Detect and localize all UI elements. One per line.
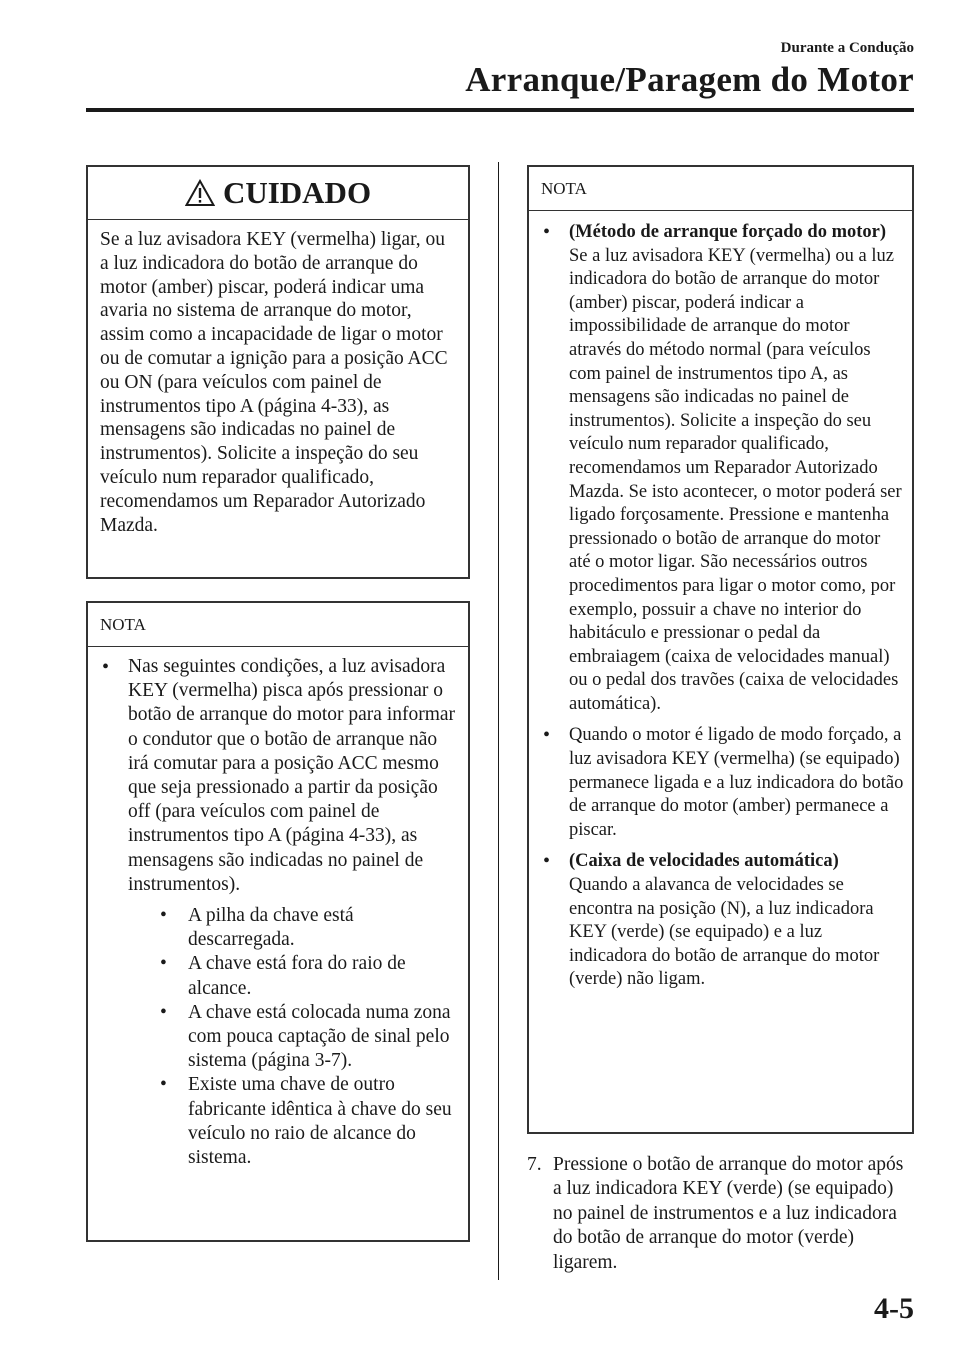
note-left-item-text: Nas seguintes condições, a luz avisadora KEY (vermelha) pisca após pressionar o botão de arranque do motor para informar o condutor que o botão de arranque não irá comutar para a posição ACC mesmo que seja pressionado a partir da posição off (para veículos com painel de instrumentos tipo A (página 4-33), as mensagens são indicadas no painel de instrumentos). [128, 656, 456, 895]
sub-item-text: Existe uma chave de outro fabricante idêntica à chave do seu veículo no raio de alcance do sistema. [188, 1074, 452, 1169]
sub-list-item [154, 1073, 460, 1170]
sub-bullet-mark: • [160, 905, 167, 927]
page-title: Arranque/Paragem do Motor [465, 60, 914, 99]
step-text: Pressione o botão de arranque do motor após a luz indicadora KEY (verde) (se equipado) no painel de instrumentos e a luz indicadora do botão de arranque do motor (verde) ligarem. [553, 1154, 904, 1273]
column-divider [498, 162, 499, 1280]
step-7 [527, 1153, 914, 1275]
header-rule [86, 108, 914, 112]
step-number: 7. [527, 1154, 542, 1175]
bullet-mark: • [543, 221, 551, 243]
note-right-item-forced-start [541, 221, 904, 716]
caution-box [86, 165, 470, 579]
note-right-item-automatic [541, 850, 904, 992]
sub-list [128, 904, 460, 1170]
sub-bullet-mark: • [160, 1074, 167, 1096]
bullet-mark: • [102, 656, 110, 678]
forced-start-text: Se a luz avisadora KEY (vermelha) ou a luz indicadora do botão de arranque do motor (amber) piscar, poderá indicar a impossibilidade de arranque do motor através do método normal (para veículos com painel de instrumentos tipo A, as mensagens são indicadas no painel de instrumentos). Solicite a inspeção do seu veículo num reparador qualificado, recomendamos um Reparador Autorizado Mazda. Se isto acontecer, o motor poderá ser ligado forçosamente. Pressione e mantenha pressionado o botão de arranque do motor até o motor ligar. São necessários outros procedimentos para ligar o motor como, por exemplo, possuir a chave no interior do habitáculo e pressionar o pedal da embraiagem (caixa de velocidades manual) ou o pedal dos travões (caixa de velocidades automática). [569, 245, 902, 714]
note-box-left [86, 601, 470, 1242]
sub-list-item [154, 952, 460, 1000]
note-box-right [527, 165, 914, 1134]
automatic-text: Quando a alavanca de velocidades se encontra na posição (N), a luz indicadora KEY (verde) (se equipado) e a luz indicadora do botão de arranque do motor (verde) não ligam. [569, 875, 880, 990]
sub-item-text: A chave está colocada numa zona com pouca captação de sinal pelo sistema (página 3-7). [188, 1001, 451, 1072]
sub-bullet-mark: • [160, 953, 167, 975]
automatic-heading: (Caixa de velocidades automática) [569, 851, 839, 872]
header-section-label: Durante a Condução [780, 40, 914, 56]
bullet-mark: • [543, 850, 551, 873]
sub-bullet-mark: • [160, 1001, 167, 1023]
note-right-item-forced-state [541, 724, 904, 842]
forced-start-heading: (Método de arranque forçado do motor) [569, 222, 887, 242]
sub-list-item [154, 904, 460, 952]
note-right-title: NOTA [529, 167, 912, 211]
sub-item-text: A chave está fora do raio de alcance. [188, 953, 406, 999]
note-left-title: NOTA [88, 603, 468, 647]
bullet-mark: • [543, 724, 551, 747]
note-left-item [100, 655, 460, 1170]
warning-triangle-icon [185, 179, 215, 207]
caution-title: CUIDADO [222, 175, 372, 210]
forced-state-text: Quando o motor é ligado de modo forçado, a luz avisadora KEY (vermelha) (se equipado) permanece ligada e a luz indicadora do botão de arranque do motor (amber) permanece a piscar. [569, 725, 904, 840]
caution-text: Se a luz avisadora KEY (vermelha) ligar, ou a luz indicadora do botão de arranque do motor (amber) piscar, poderá indicar uma avaria no sistema de arranque do motor, assim como a incapacidade de ligar o motor ou de comutar a ignição para a posição ACC ou ON (para veículos com painel de instrumentos tipo A (página 4-33), as mensagens são indicadas no painel de instrumentos). Solicite a inspeção do seu veículo num reparador qualificado, recomendamos um Reparador Autorizado Mazda. [100, 229, 448, 536]
sub-item-text: A pilha da chave está descarregada. [188, 905, 354, 951]
caution-header [88, 167, 468, 220]
sub-list-item [154, 1001, 460, 1074]
page-number: 4-5 [874, 1292, 914, 1325]
